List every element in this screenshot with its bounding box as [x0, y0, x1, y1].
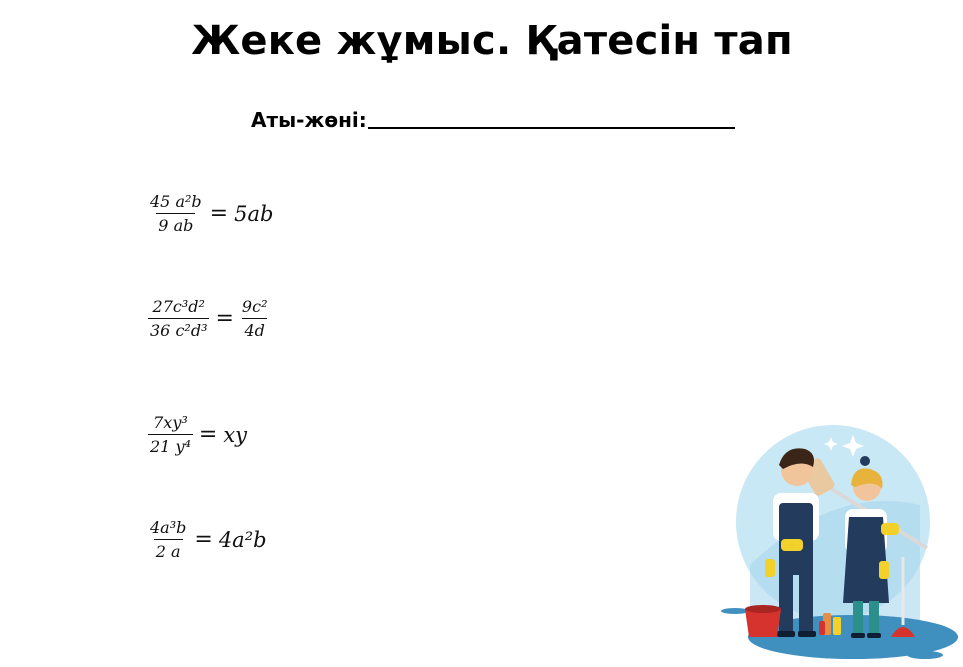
- right-hand-side: 4a²b: [218, 527, 267, 552]
- numerator: 7xy³: [153, 413, 188, 432]
- problem-4: [148, 518, 267, 561]
- fraction: [148, 518, 188, 561]
- numerator: 45 a²b: [150, 192, 202, 211]
- name-blank-line: [368, 109, 735, 129]
- fraction: [148, 297, 209, 340]
- numerator: 4a³b: [150, 518, 187, 537]
- rhs-numerator: 9c²: [241, 297, 268, 316]
- denominator: 9 ab: [156, 213, 195, 235]
- problem-3: [148, 413, 247, 456]
- equals-sign: =: [215, 306, 234, 331]
- numerator: 27c³d²: [152, 297, 205, 316]
- denominator: 2 a: [154, 539, 183, 561]
- rhs-fraction: [240, 297, 270, 340]
- page-title: Жеке жұмыс. Қатесін тап: [191, 18, 793, 64]
- cleaning-staff-illustration-icon: [705, 425, 963, 667]
- fraction: [148, 413, 193, 456]
- equals-sign: =: [194, 527, 213, 552]
- fraction: [148, 192, 204, 235]
- denominator: 36 c²d³: [148, 318, 209, 340]
- name-label: Аты-жөні:: [251, 108, 367, 132]
- equals-sign: =: [198, 422, 218, 447]
- right-hand-side: 5ab: [234, 201, 274, 226]
- right-hand-side: xy: [223, 422, 248, 447]
- problem-2: [148, 297, 269, 340]
- problem-1: [148, 192, 273, 235]
- denominator: 21 y⁴: [148, 434, 193, 456]
- rhs-denominator: 4d: [242, 318, 266, 340]
- name-field: [251, 108, 735, 132]
- equals-sign: =: [209, 201, 229, 226]
